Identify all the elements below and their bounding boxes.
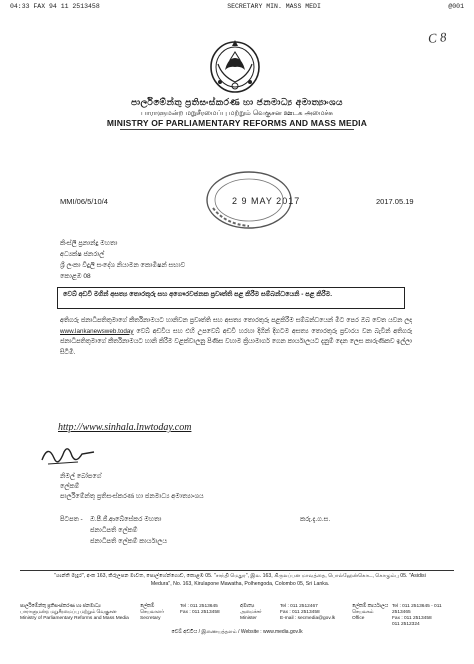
ministry-name-tamil: பாராளுமன்ற மறுசீரமைப்பு மற்றும் வெகுசன ஊடக அமைச்சு <box>141 110 333 117</box>
contact-value: Tel : 011 2512467 <box>280 604 318 609</box>
footer-address: "ශාන්ති මැදුර", අංක 163, කිරුලපන මාවත, පොල්හේන්ගොඩ, කොළඹ 05. "சாந்தி மெதுர", இல. 163, கிருலப்பன மாவத்தை, பொல்ஹேன்கொட, கொழும்பு 05. "Asidisi Medura", No. 163, Kirulapone Mawatha, Polhengoda, Colombo 05, Sri Lanka. <box>54 573 426 587</box>
contact-label: Office <box>352 616 365 621</box>
recipient-line: අධ්‍යක්ෂ ජනරාල් <box>60 251 105 258</box>
footer-org <box>20 604 140 622</box>
fax-header-right: @001 <box>448 3 464 10</box>
contact-c-labels <box>352 604 392 622</box>
contact-a-values <box>180 604 240 616</box>
contact-b-labels <box>240 604 280 622</box>
signature-icon <box>38 440 98 470</box>
signer-line: ලේකම් <box>60 483 80 490</box>
body-text-before-link: අතිගරු ජනාධිපතිතුමාගේ කීර්තිනාමයට හානිවන ප්‍රවෘත්ති සහ අසත්‍ය තොරතුරු පළකිරීම සම්බන්ධයෙන් මීට පෙර ඔබ වෙත යවන ලද <box>60 317 412 324</box>
recipient-line: කොළඹ 08 <box>60 273 91 280</box>
contact-label: Secretary <box>140 616 161 621</box>
body-link[interactable]: www.lankanewsweb.today <box>60 327 134 335</box>
contact-label: ලේකම් <box>140 604 155 609</box>
footer-org-line: பாராளுமன்ற மறுசீரமைப்பு மற்றும் வெகுசன <box>20 610 117 615</box>
signer-line: නිමල් බෝපගේ <box>60 473 102 480</box>
cc-label: පිටපත - <box>60 516 83 523</box>
contact-label: செயலகம் <box>352 610 374 615</box>
recipient-line: ශ්‍රී ලංකා විදුලි සංදේශ නියාමන කොමිෂන් සභාව <box>60 262 186 269</box>
fax-header-center: SECRETARY MIN. MASS MEDI <box>227 3 321 10</box>
contact-label: Minister <box>240 616 257 621</box>
reference-number: MMI/06/5/10/4 <box>60 197 108 206</box>
ministry-name-english: MINISTRY OF PARLIAMENTARY REFORMS AND MASS MEDIA <box>106 118 368 128</box>
contact-label: ලේකම් කාර්යාලය <box>352 604 389 609</box>
contact-value: Tel : 011 2513645 - 011 2513465 <box>392 604 442 615</box>
contact-label: செயலாளர் <box>140 610 164 615</box>
contact-value: Tel : 011 2513645 <box>180 604 218 609</box>
letter-body <box>60 316 412 358</box>
fax-header-left: 04:33 FAX 94 11 2513458 <box>10 3 100 10</box>
footer-org-line: Ministry of Parliamentary Reforms and Mass Media <box>20 616 129 621</box>
subject-text: වෙබ් අඩවි මගින් අසත්‍ය තොරතුරු සහ අගෞරවජනක ප්‍රවෘත්ති පළ කිරීම සම්බන්ධයෙනි - පළ කිරීම. <box>63 291 333 298</box>
subject-box <box>57 287 405 309</box>
contact-value: Fax : 011 2513458 <box>280 610 320 615</box>
ministry-name-sinhala: පාර්ලිමේන්තු ප්‍රතිසංස්කරණ හා ජනමාධ්‍ය අමාත්‍යාංශය <box>131 97 343 107</box>
handwritten-url[interactable]: http://www.sinhala.lnwtoday.com <box>58 422 192 433</box>
footer-rule <box>20 570 454 571</box>
contact-value: 011 2512324 <box>392 622 420 627</box>
footer-org-line: පාර්ලිමේන්තු ප්‍රතිසංස්කරණ හා ජනමාධ්‍ය <box>20 604 101 609</box>
contact-c-values <box>392 604 460 628</box>
national-emblem-icon <box>208 36 262 94</box>
cc-line: ජනාධිපති ලේකම් කාර්යාලය <box>90 538 168 545</box>
contact-label: අමාත්‍ය <box>240 604 255 609</box>
contact-value: Fax : 011 2513458 <box>180 610 220 615</box>
footer-website[interactable]: වෙබ් අඩවිය / இணையத்தளம் / Website : www.media.gov.lk <box>171 629 303 635</box>
contact-b-values <box>280 604 350 622</box>
contact-a-labels <box>140 604 180 622</box>
contact-label: அமைச்சர் <box>240 610 262 615</box>
contact-value: E-mail : secmedia@gov.lk <box>280 616 336 621</box>
letter-date: 2017.05.19 <box>376 197 414 206</box>
cc-line: ජනාධිපති ලේකම් <box>90 527 138 534</box>
stamp-date: 2 9 MAY 2017 <box>232 196 301 206</box>
fax-header <box>10 3 464 10</box>
cc-note: කරු.දැ.ග.ස. <box>300 516 331 523</box>
handwritten-mark: C 8 <box>427 29 448 46</box>
signer-line: පාර්ලිමේන්තු ප්‍රතිසංස්කරණ හා ජනමාධ්‍ය අමාත්‍යාංශය <box>60 493 204 500</box>
recipient-line: කිංස්ලි ප්‍රනාන්දු මහතා <box>60 240 118 247</box>
header-rule <box>120 129 354 130</box>
cc-line: ඔ.පී.ජී.ආබේසේකර මහතා <box>90 516 162 523</box>
contact-value: Fax : 011 2513458 <box>392 616 432 621</box>
body-text-after-link: වෙබ් අඩවිය සහ එහි උපවෙබ් අඩවි හරහා දිගින් දිගටම අසත්‍ය තොරතුරු ප්‍රචාරය වන බැවින් අතිගරු ජනාධිපතිතුමාගේ කීර්තිනාමයට හානි කිරීම වළක්වාලනු පිණිස වහාම ක්‍රියාමාර්ග ගෙන කාර්යාලයට දැනුම් දෙන ලෙස කාරුණිකව ඉල්ලා සිටිමි. <box>60 327 412 356</box>
